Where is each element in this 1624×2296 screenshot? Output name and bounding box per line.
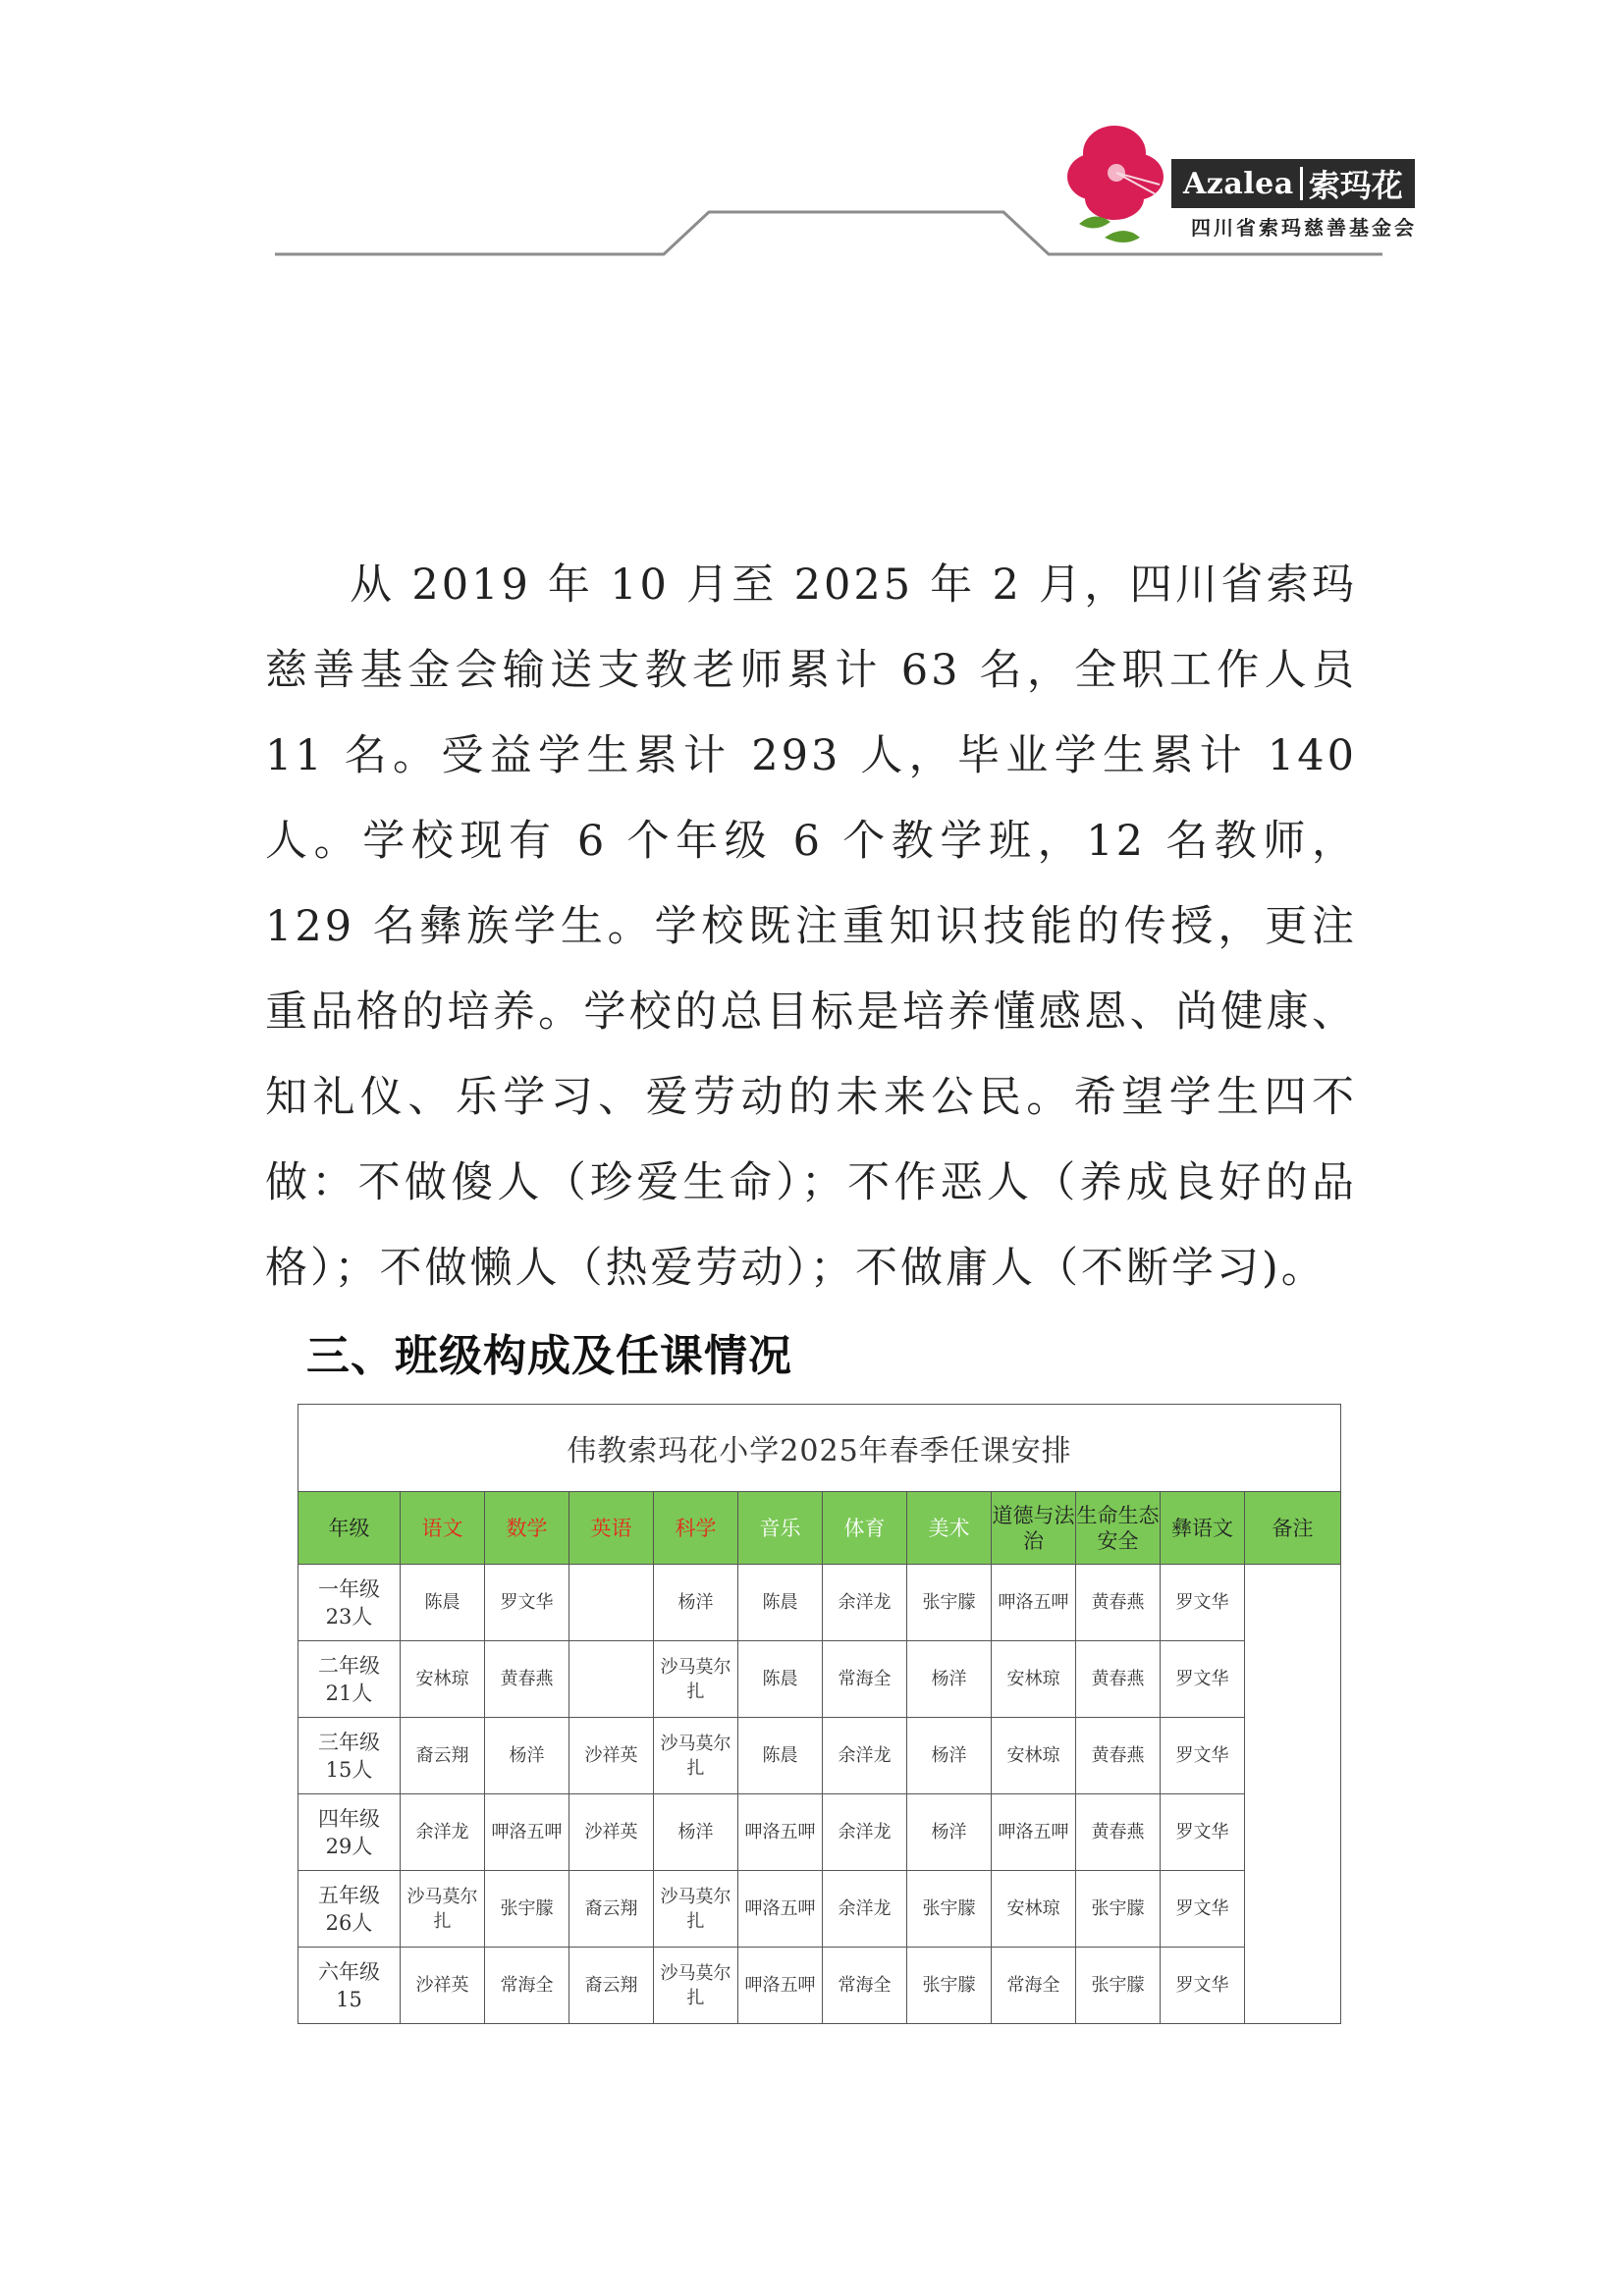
teacher-cell: 常海全 — [823, 1641, 907, 1718]
table-row — [298, 1794, 1341, 1871]
teacher-cell: 安林琼 — [401, 1641, 485, 1718]
teacher-cell: 沙祥英 — [569, 1718, 654, 1794]
grade-student-count: 26人 — [325, 1910, 373, 1935]
teacher-cell: 黄春燕 — [485, 1641, 569, 1718]
teacher-cell: 沙马莫尔扎 — [654, 1871, 738, 1948]
teacher-cell: 常海全 — [485, 1948, 569, 2024]
grade-student-count: 23人 — [325, 1604, 373, 1629]
foundation-logo — [1065, 116, 1417, 248]
column-header: 语文 — [401, 1492, 485, 1565]
remarks-cell — [1245, 1565, 1341, 2024]
teacher-cell: 罗文华 — [1161, 1794, 1245, 1871]
teacher-cell: 呷洛五呷 — [738, 1871, 823, 1948]
course-schedule-table — [298, 1404, 1341, 2024]
teacher-cell: 杨洋 — [907, 1641, 992, 1718]
teacher-cell: 沙祥英 — [569, 1794, 654, 1871]
teacher-cell: 安林琼 — [992, 1871, 1076, 1948]
teacher-cell: 黄春燕 — [1076, 1565, 1161, 1641]
grade-label: 一年级 — [318, 1576, 380, 1601]
grade-student-count: 29人 — [325, 1834, 373, 1858]
teacher-cell: 杨洋 — [907, 1794, 992, 1871]
table-row — [298, 1641, 1341, 1718]
column-header: 美术 — [907, 1492, 992, 1565]
table-row — [298, 1565, 1341, 1641]
teacher-cell: 杨洋 — [654, 1565, 738, 1641]
teacher-cell: 张宇朦 — [907, 1948, 992, 2024]
grade-cell — [298, 1565, 401, 1641]
grade-cell — [298, 1718, 401, 1794]
teacher-cell: 呷洛五呷 — [992, 1794, 1076, 1871]
teacher-cell: 常海全 — [823, 1948, 907, 2024]
teacher-cell: 张宇朦 — [1076, 1871, 1161, 1948]
teacher-cell: 张宇朦 — [1076, 1948, 1161, 2024]
grade-student-count: 15 — [336, 1987, 362, 2011]
teacher-cell: 罗文华 — [1161, 1641, 1245, 1718]
teacher-cell: 余洋龙 — [823, 1718, 907, 1794]
logo-banner — [1171, 159, 1415, 208]
teacher-cell: 罗文华 — [1161, 1871, 1245, 1948]
column-header: 英语 — [569, 1492, 654, 1565]
teacher-cell: 黄春燕 — [1076, 1641, 1161, 1718]
column-header: 数学 — [485, 1492, 569, 1565]
teacher-cell: 沙马莫尔扎 — [654, 1948, 738, 2024]
teacher-cell: 杨洋 — [907, 1718, 992, 1794]
teacher-cell: 呷洛五呷 — [485, 1794, 569, 1871]
teacher-cell: 余洋龙 — [823, 1565, 907, 1641]
table-row — [298, 1718, 1341, 1794]
grade-student-count: 21人 — [325, 1681, 373, 1705]
grade-cell — [298, 1641, 401, 1718]
table-title: 伟教索玛花小学2025年春季任课安排 — [298, 1405, 1341, 1492]
column-header: 年级 — [298, 1492, 401, 1565]
table-row — [298, 1871, 1341, 1948]
teacher-cell: 黄春燕 — [1076, 1794, 1161, 1871]
teacher-cell: 常海全 — [992, 1948, 1076, 2024]
logo-chinese-name: 索玛花 — [1308, 167, 1403, 204]
grade-label: 三年级 — [318, 1730, 380, 1754]
teacher-cell: 罗文华 — [1161, 1718, 1245, 1794]
logo-separator — [1300, 167, 1303, 200]
teacher-cell: 呷洛五呷 — [738, 1794, 823, 1871]
table-header-row — [298, 1492, 1341, 1565]
teacher-cell: 呷洛五呷 — [992, 1565, 1076, 1641]
logo-english-name: Azalea — [1183, 166, 1294, 201]
teacher-cell: 张宇朦 — [485, 1871, 569, 1948]
teacher-cell: 余洋龙 — [823, 1794, 907, 1871]
column-header: 备注 — [1245, 1492, 1341, 1565]
teacher-cell — [569, 1565, 654, 1641]
teacher-cell: 黄春燕 — [1076, 1718, 1161, 1794]
teacher-cell: 安林琼 — [992, 1718, 1076, 1794]
teacher-cell: 陈晨 — [738, 1565, 823, 1641]
column-header: 彝语文 — [1161, 1492, 1245, 1565]
grade-label: 四年级 — [318, 1806, 380, 1831]
column-header: 道德与法治 — [992, 1492, 1076, 1565]
grade-label: 六年级 — [318, 1959, 380, 1984]
grade-label: 五年级 — [318, 1883, 380, 1907]
teacher-cell: 裔云翔 — [569, 1871, 654, 1948]
column-header: 体育 — [823, 1492, 907, 1565]
grade-cell — [298, 1794, 401, 1871]
teacher-cell: 余洋龙 — [823, 1871, 907, 1948]
table-row — [298, 1948, 1341, 2024]
teacher-cell: 呷洛五呷 — [738, 1948, 823, 2024]
teacher-cell: 沙马莫尔扎 — [654, 1641, 738, 1718]
teacher-cell: 余洋龙 — [401, 1794, 485, 1871]
teacher-cell: 陈晨 — [738, 1718, 823, 1794]
teacher-cell: 罗文华 — [485, 1565, 569, 1641]
teacher-cell: 沙马莫尔扎 — [654, 1718, 738, 1794]
teacher-cell: 陈晨 — [738, 1641, 823, 1718]
teacher-cell: 张宇朦 — [907, 1565, 992, 1641]
teacher-cell: 杨洋 — [485, 1718, 569, 1794]
teacher-cell: 裔云翔 — [569, 1948, 654, 2024]
teacher-cell: 安林琼 — [992, 1641, 1076, 1718]
grade-student-count: 15人 — [325, 1757, 373, 1782]
column-header: 生命生态安全 — [1076, 1492, 1161, 1565]
section-heading: 三、班级构成及任课情况 — [306, 1331, 792, 1381]
teacher-cell — [569, 1641, 654, 1718]
grade-label: 二年级 — [318, 1653, 380, 1678]
teacher-cell: 沙马莫尔扎 — [401, 1871, 485, 1948]
table-body — [298, 1565, 1341, 2024]
teacher-cell: 裔云翔 — [401, 1718, 485, 1794]
body-paragraph: 从 2019 年 10 月至 2025 年 2 月，四川省索玛慈善基金会输送支教老师累计 63 名，全职工作人员 11 名。受益学生累计 293 人，毕业学生累计 140 人。学校现有 6 个年级 6 个教学班，12 名教师，129 名彝族学生。学校既注重知识技能的传授，更注重品格的培养。学校的总目标是培养懂感恩、尚健康、知礼仪、乐学习、爱劳动的未来公民。希望学生四不做：不做傻人（珍爱生命）；不作恶人（养成良好的品格）；不做懒人（热爱劳动）；不做庸人（不断学习)。 — [265, 561, 1357, 1293]
teacher-cell: 杨洋 — [654, 1794, 738, 1871]
teacher-cell: 陈晨 — [401, 1565, 485, 1641]
column-header: 科学 — [654, 1492, 738, 1565]
grade-cell — [298, 1871, 401, 1948]
grade-cell — [298, 1948, 401, 2024]
teacher-cell: 沙祥英 — [401, 1948, 485, 2024]
teacher-cell: 张宇朦 — [907, 1871, 992, 1948]
teacher-cell: 罗文华 — [1161, 1565, 1245, 1641]
teacher-cell: 罗文华 — [1161, 1948, 1245, 2024]
logo-subtitle: 四川省索玛慈善基金会 — [1191, 216, 1417, 240]
column-header: 音乐 — [738, 1492, 823, 1565]
